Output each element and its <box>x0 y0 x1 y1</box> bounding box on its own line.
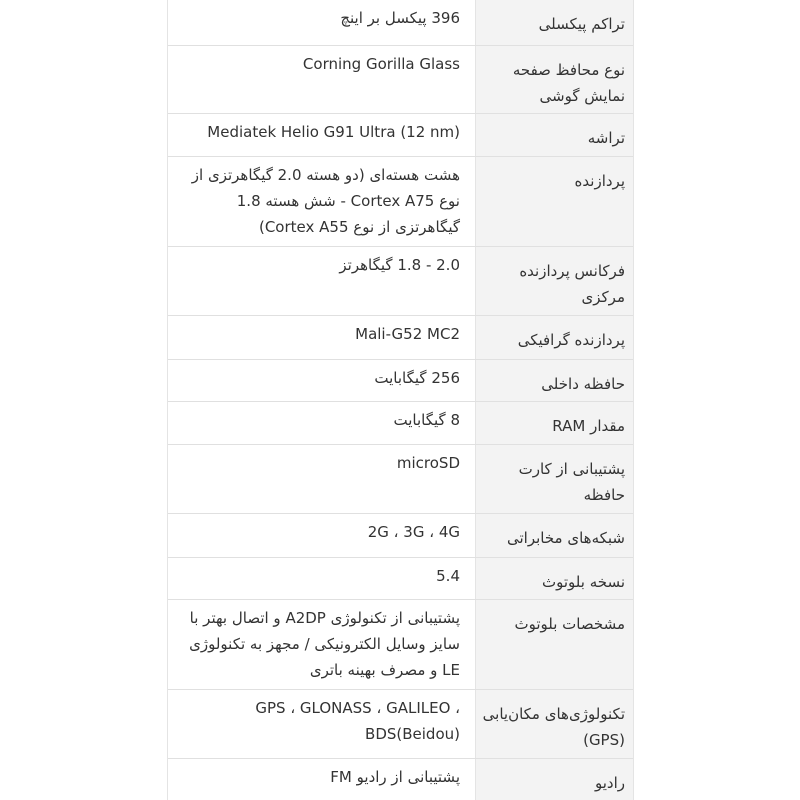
spec-row <box>168 759 633 800</box>
spec-label: شبکه‌های مخابراتی <box>475 514 633 557</box>
spec-label: تراکم پیکسلی <box>475 0 633 45</box>
spec-row <box>168 360 633 402</box>
spec-value: Corning Gorilla Glass <box>302 55 460 73</box>
spec-label: فرکانس پردازنده مرکزی <box>475 247 633 315</box>
spec-value: Mediatek Helio G91 Ultra (12 nm) <box>207 123 460 141</box>
spec-value: پشتیبانی از تکنولوژی A2DP و اتصال بهتر با سایز وسایل الکترونیکی / مجهز به تکنولوژی LE و مصرف بهینه باتری <box>189 609 460 679</box>
spec-label: پردازنده گرافیکی <box>475 316 633 359</box>
spec-value: 2.0 - 1.8 گیگاهرتز <box>339 256 460 274</box>
spec-label: تراشه <box>475 114 633 156</box>
spec-label: پشتیبانی از کارت حافظه <box>475 445 633 513</box>
spec-table <box>167 0 634 800</box>
spec-label: رادیو <box>475 759 633 800</box>
spec-row <box>168 46 633 114</box>
spec-value: 2G ، 3G ، 4G <box>367 523 460 541</box>
spec-label: حافظه داخلی <box>475 360 633 401</box>
spec-row <box>168 690 633 759</box>
spec-value: microSD <box>396 454 460 472</box>
spec-row <box>168 247 633 316</box>
spec-value: 8 گیگابایت <box>393 411 460 429</box>
spec-row <box>168 157 633 247</box>
spec-value: Mali-G52 MC2 <box>355 325 460 343</box>
spec-label: مقدار RAM <box>475 402 633 444</box>
spec-label: نوع محافظ صفحه نمایش گوشی <box>475 46 633 113</box>
spec-row <box>168 600 633 690</box>
spec-row <box>168 0 633 46</box>
spec-label: نسخه بلوتوث <box>475 558 633 599</box>
spec-row <box>168 558 633 600</box>
spec-label: پردازنده <box>475 157 633 246</box>
spec-row <box>168 316 633 360</box>
spec-row <box>168 114 633 157</box>
spec-value: پشتیبانی از رادیو FM <box>330 768 460 786</box>
spec-value: GPS ، GLONASS ، GALILEO ، BDS(Beidou) <box>255 699 460 743</box>
spec-row <box>168 402 633 445</box>
spec-label: مشخصات بلوتوث <box>475 600 633 689</box>
spec-value: هشت هسته‌ای (دو هسته 2.0 گیگاهرتزی از نوع Cortex A75 - شش هسته 1.8 گیگاهرتزی از نوع Cortex A55) <box>191 166 460 236</box>
spec-value: 256 گیگابایت <box>374 369 460 387</box>
spec-row <box>168 514 633 558</box>
spec-row <box>168 445 633 514</box>
spec-value: 396 پیکسل بر اینچ <box>340 9 460 27</box>
spec-value: 5.4 <box>436 567 460 585</box>
spec-label: تکنولوژی‌های مکان‌یابی (GPS) <box>475 690 633 758</box>
